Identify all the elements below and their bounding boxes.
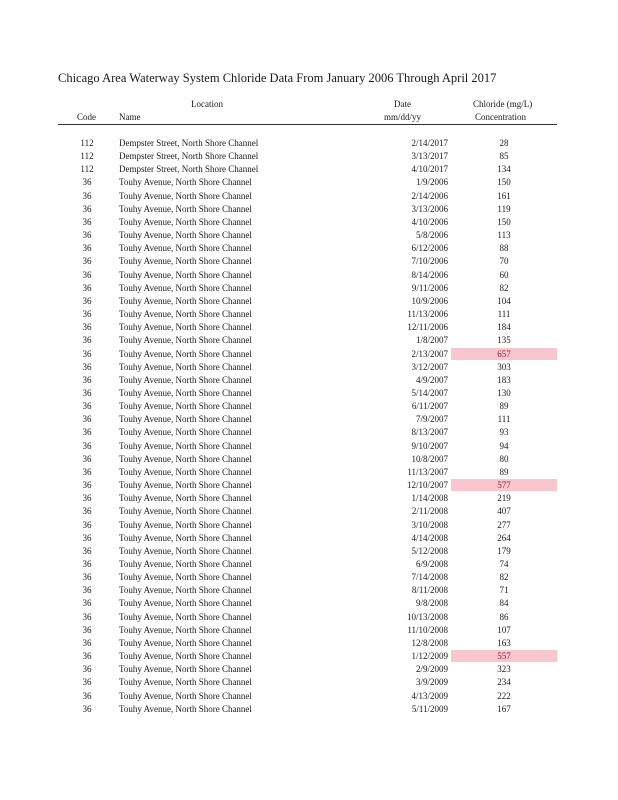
table-row (0, 229, 618, 242)
chloride-value-cell: 119 (497, 203, 511, 214)
data-table-body (0, 137, 618, 716)
chloride-value-cell: 94 (499, 440, 509, 451)
location-name-cell: Touhy Avenue, North Shore Channel (119, 703, 252, 714)
location-name-cell: Touhy Avenue, North Shore Channel (119, 690, 252, 701)
table-row (0, 492, 618, 505)
chloride-value-cell: 130 (497, 387, 511, 398)
location-name-cell: Touhy Avenue, North Shore Channel (119, 256, 252, 267)
table-row (0, 203, 618, 216)
code-cell: 36 (82, 703, 92, 714)
chloride-value-cell: 74 (499, 559, 509, 569)
location-name-cell: Touhy Avenue, North Shore Channel (119, 387, 252, 398)
location-name-cell: Touhy Avenue, North Shore Channel (119, 493, 252, 504)
location-name-cell: Touhy Avenue, North Shore Channel (119, 309, 252, 320)
table-row (0, 505, 618, 518)
table-row (0, 387, 618, 400)
code-cell: 36 (82, 506, 92, 517)
table-row (0, 176, 618, 189)
date-cell: 10/8/2007 (411, 453, 448, 464)
location-name-cell: Touhy Avenue, North Shore Channel (119, 269, 252, 280)
chloride-value-cell: 407 (497, 506, 511, 517)
chloride-value-cell: 70 (499, 256, 509, 267)
code-cell: 36 (82, 216, 92, 227)
chloride-value-cell: 277 (497, 519, 511, 530)
location-name-cell: Dempster Street, North Shore Channel (119, 138, 259, 148)
date-cell: 8/14/2006 (411, 269, 448, 280)
code-cell: 36 (82, 414, 92, 425)
date-cell: 1/12/2009 (411, 651, 448, 662)
location-name-cell: Dempster Street, North Shore Channel (119, 151, 259, 162)
code-cell: 36 (82, 624, 92, 635)
location-name-cell: Touhy Avenue, North Shore Channel (119, 203, 252, 214)
chloride-value-cell: 85 (499, 151, 509, 162)
location-name-cell: Touhy Avenue, North Shore Channel (119, 230, 252, 241)
date-cell: 3/13/2017 (411, 151, 448, 162)
chloride-value-cell: 264 (497, 532, 511, 543)
location-name-cell: Touhy Avenue, North Shore Channel (119, 335, 252, 346)
chloride-value-cell: 557 (451, 650, 557, 662)
location-name-cell: Touhy Avenue, North Shore Channel (119, 322, 252, 333)
chloride-value-cell: 88 (499, 243, 509, 254)
date-cell: 7/9/2007 (415, 414, 448, 425)
location-name-cell: Touhy Avenue, North Shore Channel (119, 414, 252, 425)
table-row (0, 466, 618, 479)
location-name-cell: Touhy Avenue, North Shore Channel (119, 519, 252, 530)
date-cell: 11/13/2007 (407, 466, 448, 477)
table-row (0, 426, 618, 439)
code-cell: 36 (82, 585, 92, 596)
code-cell: 36 (82, 664, 92, 675)
table-row (0, 255, 618, 268)
location-name-cell: Touhy Avenue, North Shore Channel (119, 545, 252, 556)
code-cell: 36 (82, 677, 92, 688)
chloride-value-cell: 163 (497, 637, 511, 648)
code-cell: 36 (82, 282, 92, 293)
date-cell: 5/8/2006 (415, 230, 448, 241)
table-row (0, 216, 618, 229)
date-cell: 4/13/2009 (411, 690, 448, 701)
table-row (0, 440, 618, 453)
chloride-value-cell: 80 (499, 453, 509, 464)
chloride-value-cell: 179 (497, 545, 511, 556)
location-name-cell: Touhy Avenue, North Shore Channel (119, 177, 252, 188)
code-cell: 36 (82, 427, 92, 438)
table-row (0, 137, 618, 150)
location-name-cell: Touhy Avenue, North Shore Channel (119, 598, 252, 609)
table-row (0, 282, 618, 295)
table-row (0, 348, 618, 361)
date-cell: 2/11/2008 (411, 506, 448, 517)
header-name: Name (119, 112, 141, 122)
code-cell: 36 (82, 361, 92, 372)
date-cell: 1/14/2008 (411, 493, 448, 504)
code-cell: 36 (82, 203, 92, 214)
date-cell: 7/14/2008 (411, 572, 448, 583)
code-cell: 36 (82, 493, 92, 504)
date-cell: 1/9/2006 (415, 177, 448, 188)
table-row (0, 519, 618, 532)
date-cell: 4/14/2008 (411, 532, 448, 543)
date-cell: 10/9/2006 (411, 295, 448, 306)
location-name-cell: Touhy Avenue, North Shore Channel (119, 480, 252, 491)
code-cell: 36 (82, 243, 92, 254)
chloride-value-cell: 93 (499, 427, 509, 438)
date-cell: 5/12/2008 (411, 545, 448, 556)
chloride-value-cell: 657 (451, 348, 557, 360)
chloride-value-cell: 60 (499, 269, 509, 280)
table-row (0, 624, 618, 637)
chloride-value-cell: 82 (499, 572, 509, 583)
date-cell: 4/9/2007 (415, 374, 448, 385)
table-row (0, 150, 618, 163)
location-name-cell: Touhy Avenue, North Shore Channel (119, 585, 252, 596)
date-cell: 9/11/2006 (411, 282, 448, 293)
code-cell: 36 (82, 611, 92, 622)
table-row (0, 413, 618, 426)
code-cell: 36 (82, 322, 92, 333)
date-cell: 11/13/2006 (407, 309, 448, 320)
code-cell: 36 (82, 480, 92, 491)
chloride-value-cell: 577 (451, 479, 557, 491)
location-name-cell: Touhy Avenue, North Shore Channel (119, 243, 252, 254)
code-cell: 36 (82, 466, 92, 477)
date-cell: 12/11/2006 (407, 322, 448, 333)
location-name-cell: Touhy Avenue, North Shore Channel (119, 506, 252, 517)
code-cell: 36 (82, 572, 92, 583)
document-title: Chicago Area Waterway System Chloride Data From January 2006 Through April 2017 (58, 71, 497, 85)
table-row (0, 400, 618, 413)
chloride-value-cell: 113 (497, 230, 511, 241)
table-row (0, 190, 618, 203)
code-cell: 36 (82, 401, 92, 412)
location-name-cell: Touhy Avenue, North Shore Channel (119, 361, 252, 372)
table-row (0, 334, 618, 347)
table-row (0, 597, 618, 610)
code-cell: 36 (82, 545, 92, 556)
location-name-cell: Touhy Avenue, North Shore Channel (119, 282, 252, 293)
location-name-cell: Touhy Avenue, North Shore Channel (119, 532, 252, 543)
date-cell: 1/8/2007 (415, 335, 448, 346)
date-cell: 12/8/2008 (411, 637, 448, 648)
chloride-value-cell: 82 (499, 282, 509, 293)
date-cell: 6/9/2008 (415, 559, 448, 569)
header-location: Location (191, 99, 223, 109)
location-name-cell: Touhy Avenue, North Shore Channel (119, 216, 252, 227)
date-cell: 3/9/2009 (415, 677, 448, 688)
location-name-cell: Dempster Street, North Shore Channel (119, 164, 259, 175)
date-cell: 5/11/2009 (411, 703, 448, 714)
table-row (0, 584, 618, 597)
table-row (0, 242, 618, 255)
location-name-cell: Touhy Avenue, North Shore Channel (119, 677, 252, 688)
date-cell: 4/10/2017 (411, 164, 448, 175)
table-row (0, 703, 618, 716)
table-row (0, 321, 618, 334)
chloride-value-cell: 134 (497, 164, 511, 175)
header-rule (58, 124, 557, 125)
date-cell: 2/13/2007 (411, 348, 448, 359)
date-cell: 11/10/2008 (407, 624, 448, 635)
location-name-cell: Touhy Avenue, North Shore Channel (119, 401, 252, 412)
chloride-value-cell: 135 (497, 335, 511, 346)
location-name-cell: Touhy Avenue, North Shore Channel (119, 427, 252, 438)
table-row (0, 650, 618, 663)
location-name-cell: Touhy Avenue, North Shore Channel (119, 348, 252, 359)
date-cell: 5/14/2007 (411, 387, 448, 398)
chloride-value-cell: 71 (499, 585, 509, 596)
chloride-value-cell: 28 (499, 138, 509, 148)
date-cell: 3/10/2008 (411, 519, 448, 530)
date-cell: 4/10/2006 (411, 216, 448, 227)
date-cell: 9/8/2008 (415, 598, 448, 609)
table-row (0, 479, 618, 492)
location-name-cell: Touhy Avenue, North Shore Channel (119, 559, 252, 569)
header-chloride: Chloride (mg/L) (473, 99, 533, 109)
chloride-value-cell: 183 (497, 374, 511, 385)
table-row (0, 308, 618, 321)
code-cell: 36 (82, 295, 92, 306)
location-name-cell: Touhy Avenue, North Shore Channel (119, 664, 252, 675)
table-row (0, 558, 618, 571)
date-cell: 6/11/2007 (411, 401, 448, 412)
table-row (0, 295, 618, 308)
chloride-value-cell: 107 (497, 624, 511, 635)
table-row (0, 663, 618, 676)
code-cell: 36 (82, 651, 92, 662)
header-date: Date (394, 99, 411, 109)
location-name-cell: Touhy Avenue, North Shore Channel (119, 190, 252, 201)
table-row (0, 545, 618, 558)
date-cell: 3/12/2007 (411, 361, 448, 372)
table-row (0, 374, 618, 387)
code-cell: 36 (82, 269, 92, 280)
code-cell: 36 (82, 177, 92, 188)
chloride-value-cell: 323 (497, 664, 511, 675)
date-cell: 2/14/2006 (411, 190, 448, 201)
location-name-cell: Touhy Avenue, North Shore Channel (119, 453, 252, 464)
header-concentration: Concentration (475, 112, 526, 122)
table-row (0, 571, 618, 584)
date-cell: 8/13/2007 (411, 427, 448, 438)
table-row (0, 269, 618, 282)
chloride-value-cell: 111 (497, 414, 511, 425)
date-cell: 2/14/2017 (411, 138, 448, 148)
code-cell: 36 (82, 230, 92, 241)
location-name-cell: Touhy Avenue, North Shore Channel (119, 374, 252, 385)
table-row (0, 361, 618, 374)
code-cell: 36 (82, 335, 92, 346)
date-cell: 6/12/2006 (411, 243, 448, 254)
location-name-cell: Touhy Avenue, North Shore Channel (119, 440, 252, 451)
code-cell: 36 (82, 519, 92, 530)
chloride-value-cell: 89 (499, 401, 509, 412)
code-cell: 36 (82, 453, 92, 464)
location-name-cell: Touhy Avenue, North Shore Channel (119, 651, 252, 662)
code-cell: 36 (82, 559, 92, 569)
chloride-value-cell: 219 (497, 493, 511, 504)
code-cell: 36 (82, 374, 92, 385)
code-cell: 36 (82, 637, 92, 648)
table-row (0, 637, 618, 650)
code-cell: 36 (82, 690, 92, 701)
location-name-cell: Touhy Avenue, North Shore Channel (119, 611, 252, 622)
code-cell: 112 (80, 138, 94, 148)
table-row (0, 611, 618, 624)
code-cell: 36 (82, 532, 92, 543)
chloride-value-cell: 104 (497, 295, 511, 306)
table-row (0, 676, 618, 689)
code-cell: 36 (82, 387, 92, 398)
header-date-format: mm/dd/yy (384, 112, 422, 122)
code-cell: 36 (82, 190, 92, 201)
chloride-value-cell: 234 (497, 677, 511, 688)
chloride-value-cell: 222 (497, 690, 511, 701)
date-cell: 8/11/2008 (411, 585, 448, 596)
chloride-value-cell: 150 (497, 216, 511, 227)
date-cell: 2/9/2009 (415, 664, 448, 675)
chloride-value-cell: 161 (497, 190, 511, 201)
chloride-value-cell: 86 (499, 611, 509, 622)
location-name-cell: Touhy Avenue, North Shore Channel (119, 624, 252, 635)
code-cell: 112 (80, 164, 94, 175)
date-cell: 12/10/2007 (406, 480, 448, 491)
chloride-value-cell: 303 (497, 361, 511, 372)
date-cell: 7/10/2006 (411, 256, 448, 267)
date-cell: 9/10/2007 (411, 440, 448, 451)
chloride-value-cell: 150 (497, 177, 511, 188)
chloride-value-cell: 184 (497, 322, 511, 333)
table-row (0, 690, 618, 703)
code-cell: 36 (82, 309, 92, 320)
location-name-cell: Touhy Avenue, North Shore Channel (119, 466, 252, 477)
date-cell: 3/13/2006 (411, 203, 448, 214)
chloride-value-cell: 111 (497, 309, 511, 320)
table-row (0, 532, 618, 545)
code-cell: 36 (82, 256, 92, 267)
chloride-value-cell: 84 (499, 598, 509, 609)
code-cell: 36 (82, 598, 92, 609)
date-cell: 10/13/2008 (406, 611, 448, 622)
location-name-cell: Touhy Avenue, North Shore Channel (119, 572, 252, 583)
table-row (0, 453, 618, 466)
location-name-cell: Touhy Avenue, North Shore Channel (119, 295, 252, 306)
chloride-value-cell: 167 (497, 703, 511, 714)
code-cell: 112 (80, 151, 94, 162)
header-code: Code (77, 112, 96, 122)
location-name-cell: Touhy Avenue, North Shore Channel (119, 637, 252, 648)
code-cell: 36 (82, 348, 92, 359)
chloride-value-cell: 89 (499, 466, 509, 477)
code-cell: 36 (82, 440, 92, 451)
table-row (0, 163, 618, 176)
